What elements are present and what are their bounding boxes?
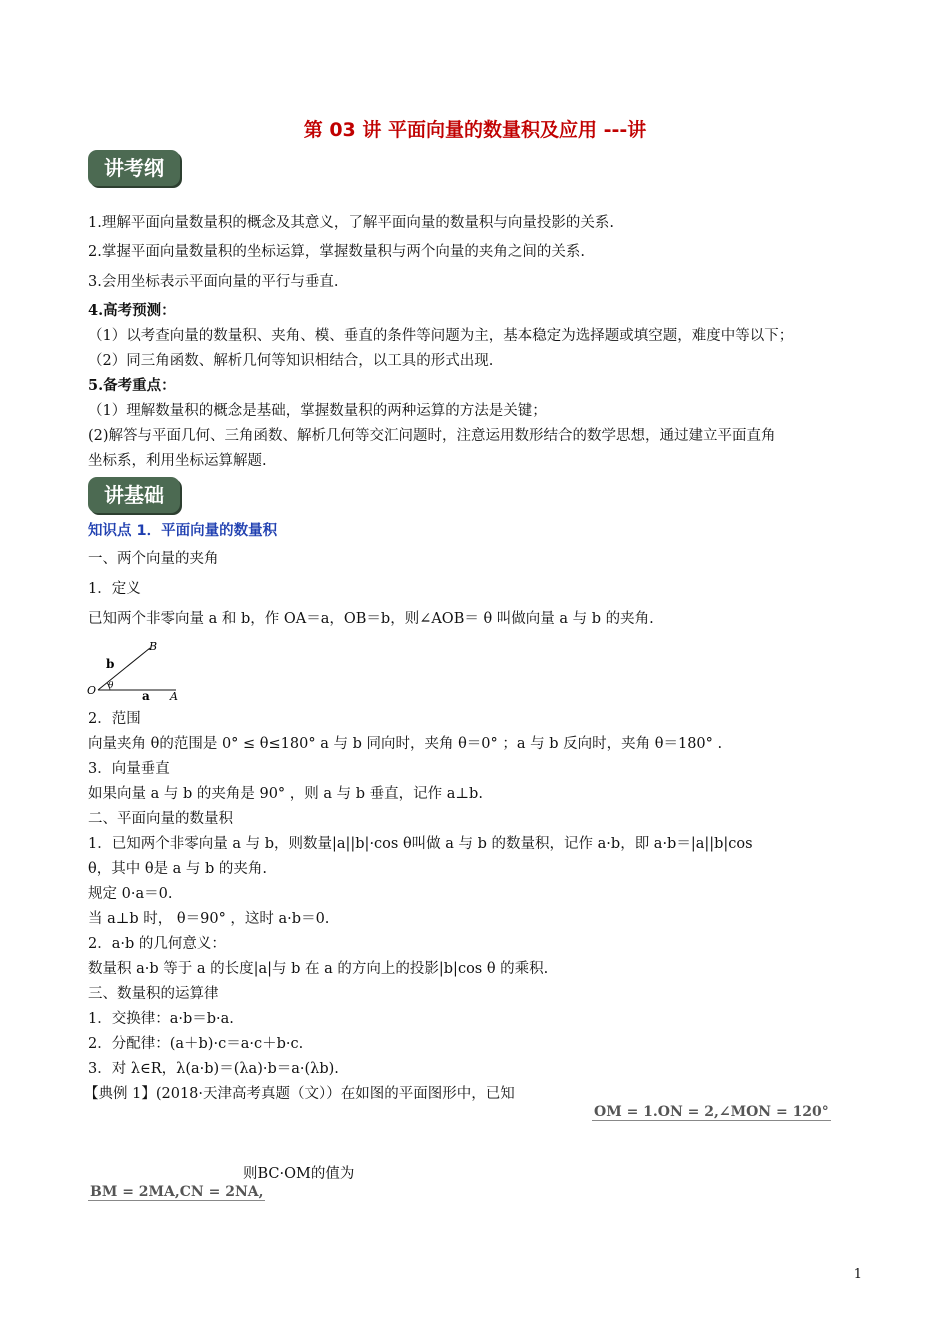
label-b: b [106,657,115,671]
outline-line: （1）以考查向量的数量积、夹角、模、垂直的条件等问题为主，基本稳定为选择题或填空题，难度中等以下； [88,328,794,344]
label-a: a [142,689,150,703]
page-title: 第 03 讲 平面向量的数量积及应用 ---讲 [303,119,647,141]
body-line: 向量夹角 θ的范围是 0° ≤ θ≤180° a 与 b 同向时，夹角 θ＝0° ；a 与 b 反向时，夹角 θ＝180° . [88,736,723,752]
body-line: 数量积 a·b 等于 a 的长度|a|与 b 在 a 的方向上的投影|b|cos θ 的乘积. [88,961,549,977]
outline-heading: 4.高考预测： [88,302,176,319]
body-line: 2．a·b 的几何意义： [88,936,226,952]
page-number: 1 [853,1267,862,1282]
outline-line: 2.掌握平面向量数量积的坐标运算，掌握数量积与两个向量的夹角之间的关系. [88,244,585,260]
example-text: 【典例 1】(2018·天津高考真题（文））在如图的平面图形中，已知 [84,1086,515,1102]
label-O: O [87,684,97,697]
outline-line: 坐标系，利用坐标运算解题. [88,453,267,469]
body-line: 二、平面向量的数量积 [88,811,233,827]
equation-image: OM = 1.ON = 2,∠MON = 120° [594,1104,829,1120]
body-line: 3．对 λ∈R，λ(a·b)＝(λa)·b＝a·(λb). [88,1061,339,1077]
section-badge-outline: 讲考纲 [88,150,180,186]
section-badge-basics: 讲基础 [88,477,180,513]
label-B: B [149,640,158,653]
body-line: 一、两个向量的夹角 [88,551,219,567]
body-line: 当 a⊥b 时， θ＝90° ，这时 a·b＝0. [88,911,330,927]
body-line: 2．范围 [88,711,141,727]
body-line: 规定 0·a＝0. [88,886,173,902]
label-theta: θ [108,681,114,691]
outline-line: （2）同三角函数、解析几何等知识相结合，以工具的形式出现. [88,353,494,369]
outline-line: (2)解答与平面几何、三角函数、解析几何等交汇问题时，注意运用数形结合的数学思想，通过建立平面直角 [88,428,776,444]
label-A: A [170,690,178,703]
body-line: 1．定义 [88,581,141,597]
outline-heading: 5.备考重点： [88,377,176,394]
body-line: θ，其中 θ是 a 与 b 的夹角. [88,861,268,877]
outline-line: （1）理解数量积的概念是基础，掌握数量积的两种运算的方法是关键； [88,403,547,419]
body-line: 1．已知两个非零向量 a 与 b，则数量|a||b|·cos θ叫做 a 与 b 的数量积，记作 a·b，即 a·b＝|a||b|cos [88,836,753,852]
angle-figure [84,638,194,704]
body-line: 已知两个非零向量 a 和 b，作 OA＝a，OB＝b，则∠AOB＝ θ 叫做向量 a 与 b 的夹角. [88,611,654,627]
example-question: 则BC·OM的值为 [243,1166,355,1182]
body-line: 1．交换律：a·b＝b·a. [88,1011,234,1027]
knowledge-point-heading: 知识点 1．平面向量的数量积 [88,523,278,539]
body-line: 如果向量 a 与 b 的夹角是 90° ，则 a 与 b 垂直，记作 a⊥b. [88,786,483,802]
equation-image: BM = 2MA,CN = 2NA, [90,1184,264,1200]
body-line: 三、数量积的运算律 [88,986,219,1002]
outline-line: 1.理解平面向量数量积的概念及其意义，了解平面向量的数量积与向量投影的关系. [88,215,614,231]
outline-line: 3.会用坐标表示平面向量的平行与垂直. [88,274,339,290]
body-line: 2．分配律：(a＋b)·c＝a·c＋b·c. [88,1036,304,1052]
body-line: 3．向量垂直 [88,761,170,777]
